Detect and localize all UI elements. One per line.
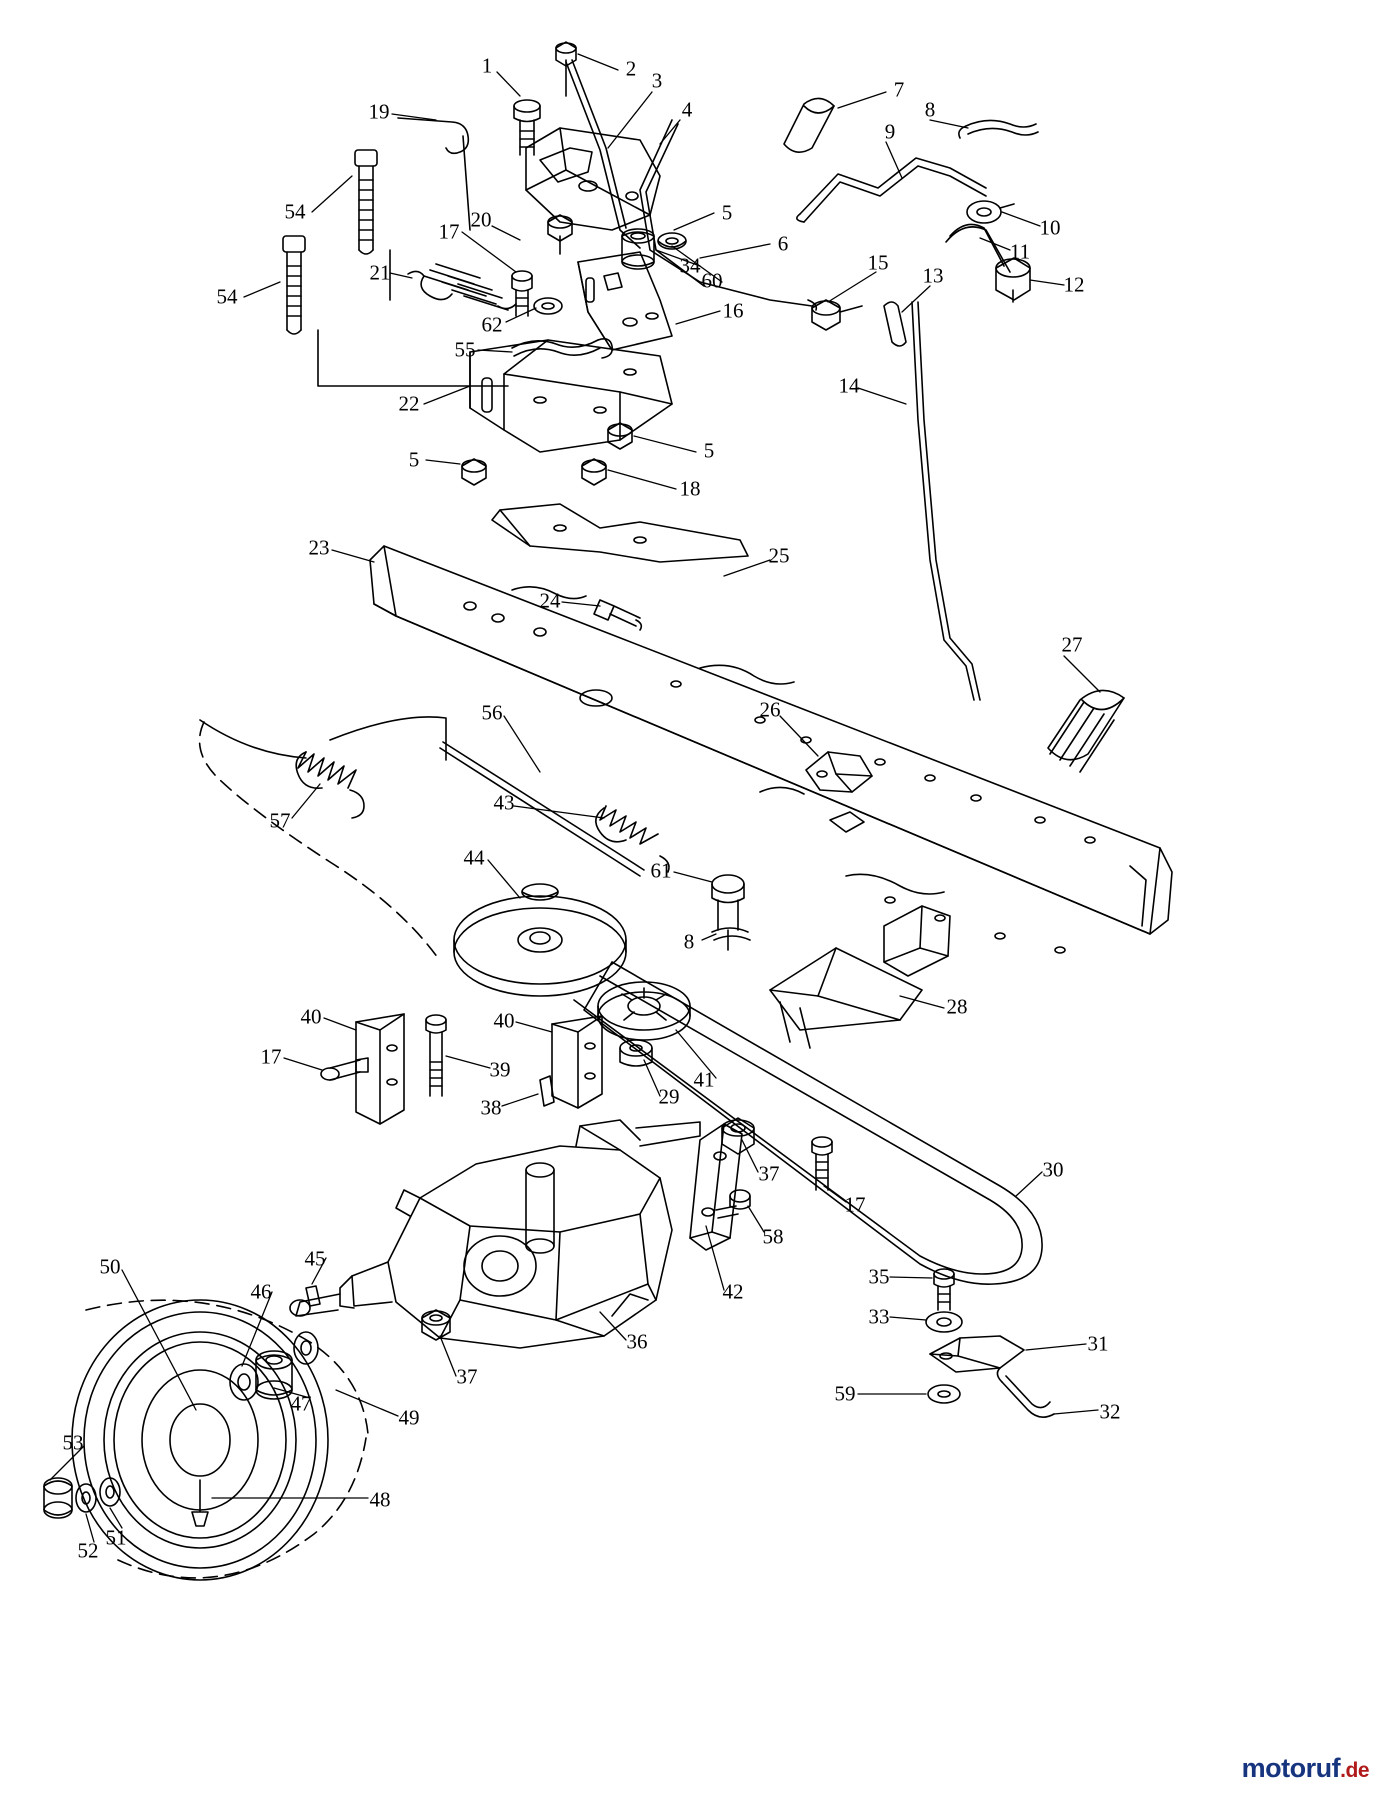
watermark (1242, 1753, 1369, 1784)
bracket-40-left (356, 1014, 404, 1124)
callout-number: 5 (703, 438, 715, 463)
fitting-12 (996, 258, 1030, 302)
callout-number: 24 (539, 588, 561, 613)
bolt-17-upper (512, 271, 532, 316)
bolt-17-left (321, 1058, 368, 1080)
spring-21 (408, 264, 516, 310)
plate-25 (492, 504, 748, 562)
washer-49 (294, 1332, 318, 1364)
bracket-28 (770, 906, 950, 1048)
callout-number: 19 (368, 99, 390, 124)
pin-13 (884, 302, 906, 346)
callout-number: 16 (722, 298, 744, 323)
callout-number: 31 (1087, 1331, 1109, 1356)
callout-number: 17 (438, 219, 460, 244)
nut-2 (556, 42, 576, 96)
bushing-10 (967, 201, 1014, 223)
callout-number: 35 (868, 1264, 890, 1289)
callout-number: 6 (777, 231, 789, 256)
callout-number: 28 (946, 994, 968, 1019)
callout-number: 54 (216, 284, 238, 309)
callout-number: 12 (1063, 272, 1085, 297)
callout-number: 43 (493, 790, 515, 815)
callout-number: 41 (693, 1067, 715, 1092)
callout-number: 17 (844, 1192, 866, 1217)
nut-5-top (548, 215, 572, 254)
callout-number: 51 (105, 1525, 127, 1550)
callout-number: 18 (679, 476, 701, 501)
callout-number: 57 (269, 808, 291, 833)
callout-number: 3 (651, 68, 663, 93)
callout-number: 50 (99, 1254, 121, 1279)
nut-5-left (462, 459, 486, 485)
bracket-31 (930, 1336, 1024, 1372)
callout-number: 13 (922, 263, 944, 288)
callout-number: 1 (481, 53, 493, 78)
grip-27 (1048, 690, 1124, 772)
callout-number: 58 (762, 1224, 784, 1249)
callout-number: 40 (300, 1004, 322, 1029)
nut-37-right (722, 1118, 754, 1154)
washer-59 (928, 1385, 960, 1403)
belt-30 (574, 962, 1042, 1284)
callout-number: 26 (759, 697, 781, 722)
bolt-17-right (812, 1137, 832, 1190)
clip-8-top (959, 120, 1038, 138)
bracket-42 (690, 1124, 742, 1250)
screw-24 (594, 600, 641, 630)
washer-51 (100, 1478, 120, 1506)
frame-rail-23 (370, 543, 1172, 953)
callout-number: 45 (304, 1246, 326, 1271)
callout-number: 40 (493, 1008, 515, 1033)
callout-number: 39 (489, 1057, 511, 1082)
callout-number: 10 (1039, 215, 1061, 240)
callout-number: 60 (701, 268, 723, 293)
callout-number: 25 (768, 543, 790, 568)
bracket-22 (470, 340, 672, 452)
callout-number: 2 (625, 56, 637, 81)
washer-62 (534, 298, 562, 314)
pulley-44 (454, 884, 626, 996)
callout-number: 21 (369, 260, 391, 285)
callout-number: 8 (683, 929, 695, 954)
washer-52 (76, 1484, 96, 1512)
callout-number: 37 (758, 1161, 780, 1186)
callout-number: 47 (290, 1391, 312, 1416)
callout-number: 14 (838, 373, 860, 398)
callout-number: 61 (650, 858, 672, 883)
bracket-26 (806, 752, 872, 792)
grip-7 (784, 98, 834, 152)
callout-number: 42 (722, 1279, 744, 1304)
callout-number: 54 (284, 199, 306, 224)
callout-number: 5 (721, 200, 733, 225)
callout-number: 9 (884, 119, 896, 144)
spacer-29 (620, 1040, 652, 1066)
callout-number: 23 (308, 535, 330, 560)
callout-number: 20 (470, 207, 492, 232)
washer-33 (926, 1312, 962, 1332)
callout-number: 62 (481, 312, 503, 337)
callout-number: 30 (1042, 1157, 1064, 1182)
bolt-39 (426, 1015, 446, 1096)
callout-number: 59 (834, 1381, 856, 1406)
bolt-54-lower (283, 236, 305, 334)
fitting-15 (812, 300, 862, 330)
bolt-54-upper (355, 150, 377, 254)
watermark-main: motoruf (1241, 1753, 1341, 1783)
callout-number: 17 (260, 1044, 282, 1069)
callout-number: 5 (408, 447, 420, 472)
transaxle-36 (290, 1120, 700, 1348)
callout-number: 22 (398, 391, 420, 416)
callout-number: 11 (1009, 239, 1031, 264)
rod-14 (912, 302, 980, 700)
callout-number: 34 (679, 253, 701, 278)
callout-number: 4 (681, 97, 693, 122)
callout-number: 15 (867, 250, 889, 275)
lever-bracket-3 (526, 128, 660, 230)
cap-53 (44, 1478, 72, 1518)
rod-9 (797, 158, 986, 222)
watermark-suffix: .de (1340, 1759, 1369, 1782)
callout-number: 53 (62, 1430, 84, 1455)
rod-19 (398, 118, 470, 230)
callout-number: 48 (369, 1487, 391, 1512)
spring-57 (200, 720, 364, 818)
callout-number: 52 (77, 1538, 99, 1563)
callout-number: 49 (398, 1405, 420, 1430)
callout-number: 27 (1061, 632, 1083, 657)
callout-number: 46 (250, 1279, 272, 1304)
nut-18 (582, 459, 606, 485)
callout-number: 44 (463, 845, 485, 870)
callout-number: 32 (1099, 1399, 1121, 1424)
callout-number: 36 (626, 1329, 648, 1354)
rod-3 (566, 56, 640, 248)
callout-number: 33 (868, 1304, 890, 1329)
callout-number: 37 (456, 1364, 478, 1389)
cotter-pin-32 (997, 1368, 1054, 1417)
callout-number: 8 (924, 97, 936, 122)
callout-number: 55 (454, 337, 476, 362)
callout-number: 29 (658, 1084, 680, 1109)
callout-number: 7 (893, 77, 905, 102)
bracket-40-right (552, 1016, 602, 1108)
clip-8-lower (712, 928, 750, 940)
callout-number: 56 (481, 700, 503, 725)
callout-number: 38 (480, 1095, 502, 1120)
